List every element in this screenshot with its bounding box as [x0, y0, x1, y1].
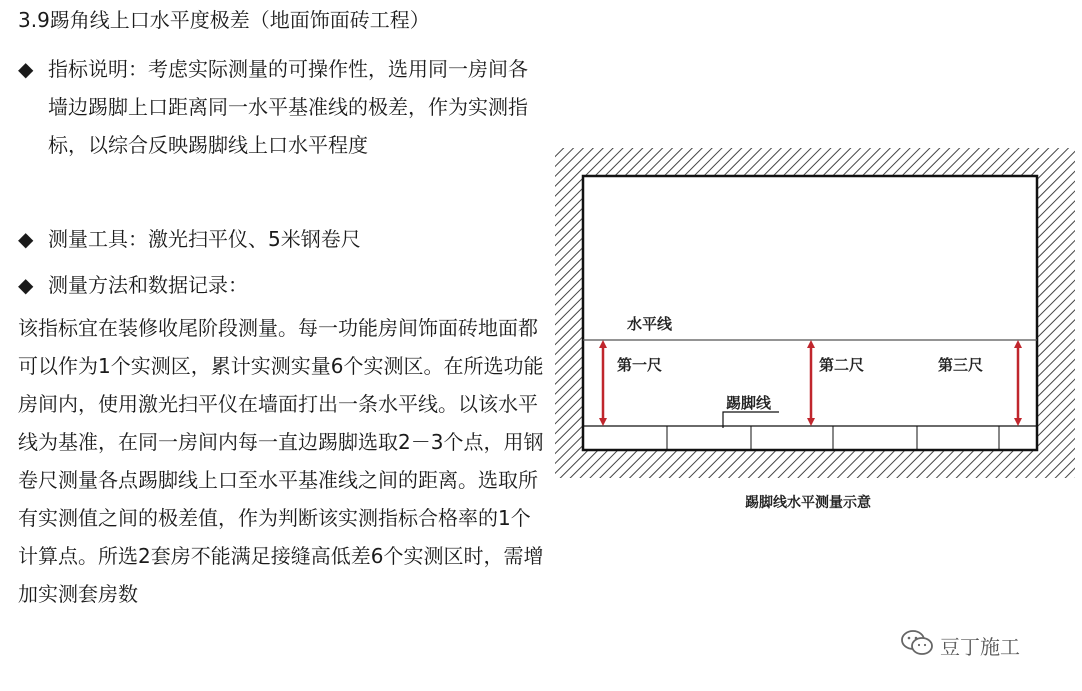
diamond-bullet-icon: ◆ — [18, 57, 34, 81]
ruler-label-1: 第一尺 — [617, 356, 663, 374]
diagram-caption: 踢脚线水平测量示意 — [745, 495, 871, 511]
section-title: 3.9踢角线上口水平度极差（地面饰面砖工程） — [18, 8, 430, 32]
wechat-icon — [900, 629, 934, 662]
watermark-text: 豆丁施工 — [940, 634, 1020, 659]
diamond-bullet-icon: ◆ — [18, 227, 34, 251]
bullet-text: 测量工具：激光扫平仪、5米钢卷尺 — [48, 227, 361, 251]
skirting-measurement-diagram — [555, 146, 1082, 546]
bullet-measuring-tools — [18, 220, 538, 258]
ruler-label-3: 第三尺 — [938, 356, 984, 374]
bullet-indicator-description — [18, 50, 538, 164]
bullet-text: 测量方法和数据记录： — [48, 273, 248, 297]
bullet-measuring-method — [18, 266, 538, 304]
horizontal-line-label: 水平线 — [627, 315, 673, 333]
ruler-label-2: 第二尺 — [819, 356, 865, 374]
skirting-label: 踢脚线 — [726, 394, 772, 412]
watermark — [900, 628, 1020, 662]
diamond-bullet-icon: ◆ — [18, 273, 34, 297]
method-paragraph: 该指标宜在装修收尾阶段测量。每一功能房间饰面砖地面都可以作为1个实测区，累计实测实量6个实测区。在所选功能房间内，使用激光扫平仪在墙面打出一条水平线。以该水平线为基准，在同一房间内每一直边踢脚选取2－3个点，用钢卷尺测量各点踢脚线上口至水平基准线之间的距离。选取所有实测值之间的极差值，作为判断该实测指标合格率的1个计算点。所选2套房不能满足接缝高低差6个实测区时，需增加实测套房数 — [18, 316, 544, 606]
diagram-svg — [555, 146, 1082, 491]
bullet-text: 指标说明：考虑实际测量的可操作性，选用同一房间各墙边踢脚上口距离同一水平基准线的极差，作为实测指标，以综合反映踢脚线上口水平程度 — [48, 57, 528, 157]
